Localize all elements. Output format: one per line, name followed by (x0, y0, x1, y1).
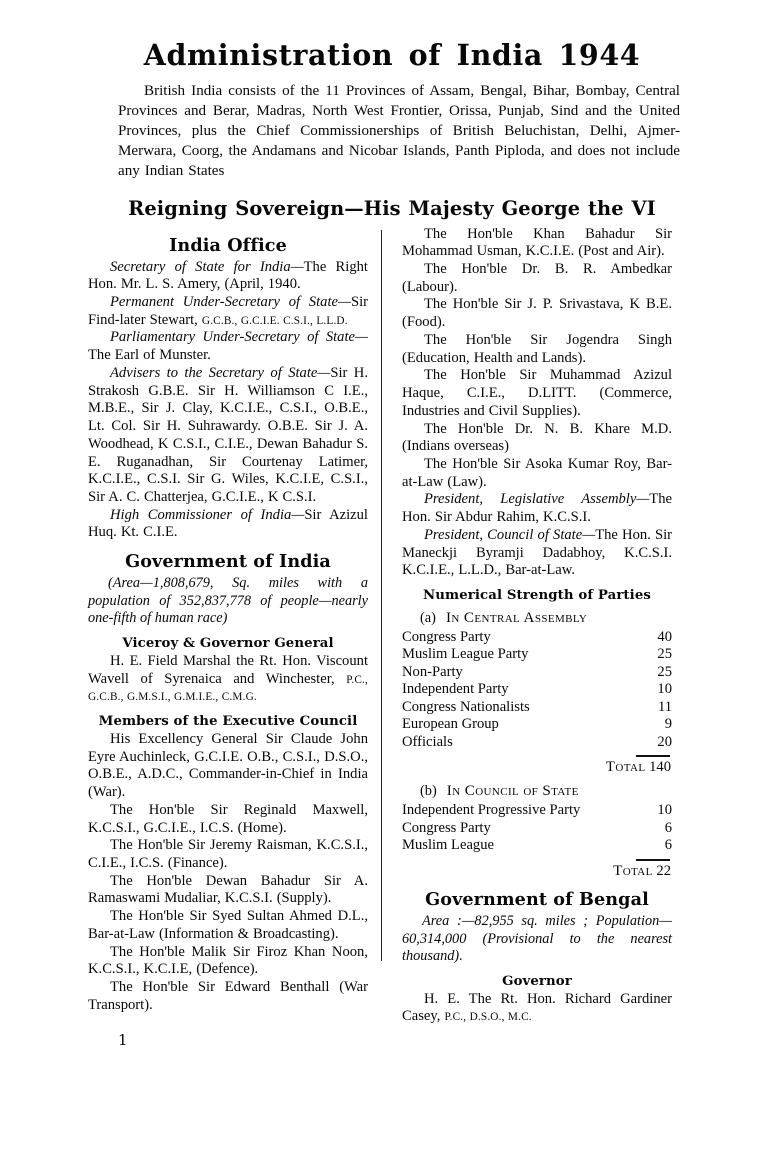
total-value: 22 (656, 862, 671, 879)
left-column (88, 226, 380, 1049)
party-name: Non-Party (402, 663, 463, 680)
table-row (402, 716, 672, 734)
council-member: The Hon'ble Dewan Bahadur Sir A. Ramaswami Mudaliar, K.C.S.I. (Supply). (88, 872, 368, 907)
total-value: 140 (649, 759, 671, 776)
total-label: Total (613, 862, 653, 879)
entry-permanent-under-secretary (88, 294, 368, 329)
entry-title: President, Council of State— (424, 526, 596, 543)
party-seats: 9 (664, 716, 672, 733)
council-member: The Hon'ble Sir Reginald Maxwell, K.C.S.I., G.C.I.E., I.C.S. (Home). (88, 801, 368, 836)
party-seats: 20 (657, 733, 672, 750)
page-content (88, 40, 696, 1049)
entry-body: Sir H. Strakosh G.B.E. Sir H. Williamson C I.E., M.B.E., Sir J. Clay, K.C.I.E., C.S.I., O.B.E., Lt. Col. Sir H. Suhrawardy. O.B.E. Sir J. A. Woodhead, K C.S.I., C.I.E., Dewan Bahadur S. E. Ruganadhan, Sir Courtenay Latimer, K.C.I.E., C.S.I. Sir G. Wiles, K.C.I.E, C.S.I., Sir A. C. Chatterjea, G.C.I.E., K C.S.I. (88, 364, 368, 505)
table-row (402, 699, 672, 717)
party-seats: 25 (657, 663, 672, 680)
council-member: The Hon'ble Sir Jeremy Raisman, K.C.S.I., C.I.E., I.C.S. (Finance). (88, 837, 368, 872)
bengal-governor-heading: Governor (502, 973, 572, 989)
entry-body: Sir Find-later Stewart, (88, 294, 368, 328)
central-assembly-table (402, 629, 672, 752)
party-seats: 10 (657, 681, 672, 698)
table-row (402, 664, 672, 682)
table-label: In Council of State (446, 783, 579, 800)
council-member: The Hon'ble Sir Jogendra Singh (Education, Health and Lands). (402, 331, 672, 366)
table-marker: (b) (420, 783, 437, 800)
india-area-note: (Area—1,808,679, Sq. miles with a population of 352,837,778 of people—nearly one-fifth of human race) (88, 575, 368, 627)
entry-title: Parliamentary Under-Secretary of State— (110, 329, 368, 346)
table-row (402, 820, 672, 838)
party-name: European Group (402, 716, 499, 733)
entry-postnominals: G.C.B., G.C.I.E. C.S.I., L.L.D. (201, 314, 348, 327)
entry-advisers (88, 365, 368, 507)
entry-body: The Hon. Sir Abdur Rahim, K.C.S.I. (402, 491, 672, 526)
party-name: Independent Party (402, 681, 509, 698)
council-member: The Hon'ble Sir J. P. Srivastava, K B.E. (Food). (402, 296, 672, 331)
two-column-body (88, 226, 696, 1049)
india-office-heading: India Office (169, 234, 287, 256)
table-label: In Central Assembly (445, 609, 588, 626)
intro-text: British India consists of the 11 Provinces of Assam, Bengal, Bihar, Bombay, Central Provinces and Berar, Madras, North West Frontier, Orissa, Punjab, Sind and the United Provinces, plus the Chief Commissionerships of British Beluchistan, Delhi, Ajmer-Merwara, Coorg, the Andamans and Nicobar Islands, Panth Piploda, and does not include any Indian States (118, 82, 680, 180)
president-council-of-state (402, 527, 672, 580)
intro-paragraph (118, 81, 680, 182)
council-member: The Hon'ble Dr. B. R. Ambedkar (Labour). (402, 261, 672, 295)
bengal-governor-entry (402, 991, 672, 1026)
council-member: The Hon'ble Dr. N. B. Khare M.D. (Indians overseas) (402, 420, 672, 455)
entry-title: Secretary of State for India— (110, 258, 304, 275)
council-member: The Hon'ble Sir Syed Sultan Ahmed D.L., Bar-at-Law (Information & Broadcasting). (88, 908, 368, 942)
governor-postnominals: P.C., D.S.O., M.C. (444, 1011, 532, 1024)
entry-high-commissioner (88, 507, 368, 542)
party-seats: 10 (657, 802, 672, 819)
governor-name: H. E. The Rt. Hon. Richard Gardiner Casey, (402, 990, 672, 1025)
viceroy-name: H. E. Field Marshal the Rt. Hon. Viscount Wavell of Syrenaica and Winchester, (88, 652, 368, 687)
parties-heading: Numerical Strength of Parties (423, 587, 651, 603)
table-row (402, 837, 672, 855)
entry-body: The Earl of Munster. (88, 347, 211, 364)
page-number: 1 (118, 1030, 128, 1049)
party-name: Congress Nationalists (402, 698, 530, 715)
council-member: The Hon'ble Sir Asoka Kumar Roy, Bar-at-Law (Law). (402, 455, 672, 490)
party-name: Congress Party (402, 628, 491, 645)
council-member: The Hon'ble Sir Muhammad Azizul Haque, C.I.E., D.LITT. (Commerce, Industries and Civil Supplies). (402, 367, 672, 419)
viceroy-heading: Viceroy & Governor General (122, 635, 334, 651)
party-name: Congress Party (402, 819, 491, 836)
council-of-state-total (402, 863, 672, 880)
council-member: The Hon'ble Sir Edward Benthall (War Transport). (88, 979, 368, 1013)
entry-title: High Commissioner of India— (110, 506, 305, 523)
party-name: Independent Progressive Party (402, 802, 581, 819)
council-of-state-table (402, 802, 672, 855)
total-rule (402, 751, 672, 758)
entry-body: Sir Azizul Huq. Kt. C.I.E. (88, 506, 368, 541)
party-seats: 11 (657, 698, 672, 715)
entry-title: Advisers to the Secretary of State— (110, 364, 331, 381)
viceroy-entry (88, 653, 368, 706)
bengal-stats: Area :—82,955 sq. miles ; Population—60,314,000 (Provisional to the nearest thousand). (402, 912, 672, 965)
party-seats: 6 (664, 837, 672, 854)
page-title: Administration of India 1944 (143, 38, 641, 72)
table-marker: (a) (420, 609, 436, 626)
rule-bar (636, 755, 670, 757)
government-of-india-heading: Government of India (125, 551, 331, 573)
total-label: Total (605, 759, 646, 776)
table-row (402, 646, 672, 664)
viceroy-postnominals: P.C., G.C.B., G.M.S.I., G.M.I.E., C.M.G. (88, 673, 368, 704)
table-row (402, 734, 672, 752)
party-table-a-label (402, 610, 672, 627)
president-legislative-assembly (402, 491, 672, 526)
party-table-b-label (402, 783, 672, 800)
party-name: Muslim League (402, 837, 495, 854)
government-of-bengal-heading: Government of Bengal (425, 888, 649, 910)
table-row (402, 629, 672, 647)
column-divider-rule (381, 230, 382, 961)
sovereign-heading: Reigning Sovereign—His Majesty George the VI (128, 196, 656, 220)
executive-council-heading: Members of the Executive Council (98, 714, 358, 729)
right-column (380, 226, 672, 1027)
party-name: Officials (402, 733, 453, 750)
party-seats: 40 (657, 628, 672, 645)
council-member: His Excellency General Sir Claude John Eyre Auchinleck, G.C.I.E. O.B., C.S.I., D.S.O., O.B.E., A.D.C., Commander-in-Chief in India (War). (88, 731, 368, 801)
council-member: The Hon'ble Khan Bahadur Sir Mohammad Usman, K.C.I.E. (Post and Air). (402, 225, 672, 260)
central-assembly-total (402, 759, 672, 776)
party-seats: 6 (664, 819, 672, 836)
entry-title: Permanent Under-Secretary of State— (110, 294, 351, 311)
table-row (402, 681, 672, 699)
council-member: The Hon'ble Malik Sir Firoz Khan Noon, K.C.S.I., K.C.I.E, (Defence). (88, 943, 368, 978)
entry-body: The Hon. Sir Maneckji Byramji Dadabhoy, K.C.S.I. K.C.I.E., L.L.D., Bar-at-Law. (402, 526, 672, 579)
party-seats: 25 (657, 646, 672, 663)
table-row (402, 802, 672, 820)
entry-title: President, Legislative Assembly— (424, 491, 650, 508)
entry-parliamentary-under-secretary (88, 329, 368, 364)
entry-secretary-of-state (88, 259, 368, 294)
entry-body: The Right Hon. Mr. L. S. Amery, (April, 1940. (88, 258, 368, 293)
total-rule (402, 855, 672, 862)
rule-bar (636, 859, 670, 861)
party-name: Muslim League Party (402, 646, 529, 663)
